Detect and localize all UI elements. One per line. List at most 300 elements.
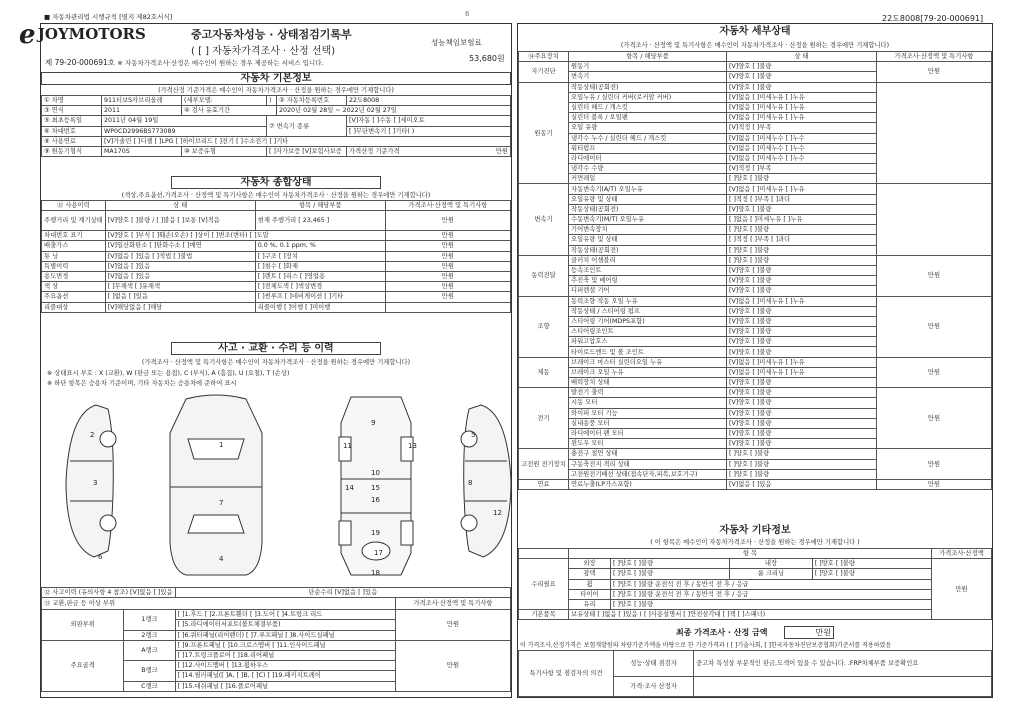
other-item: 외장 xyxy=(569,559,611,569)
insurance-amount: 53,680원 xyxy=(469,54,505,63)
regulation-text: ■ 자동차관리법 시행규칙 [별지 제82호서식] xyxy=(44,13,173,21)
col-price: 가격조사·산정액 및 특기사항 xyxy=(877,52,992,62)
detail-state: [ ]양호 [ ]불량 xyxy=(727,255,877,265)
summary-row xyxy=(42,211,511,231)
base-price xyxy=(347,146,511,156)
row-price: 만원 xyxy=(385,261,510,271)
label-vin: ⑥ 차대번호 xyxy=(42,126,102,136)
label-base-price: 가격산정 기준가격 xyxy=(349,148,400,156)
detail-row xyxy=(519,62,992,72)
other-header xyxy=(519,549,992,559)
part-label: 17 xyxy=(374,549,383,557)
row-state: [V]일산화탄소 [ ]탄화수소 [ ]매연 xyxy=(105,241,255,251)
summary-title: 자동차 종합상태 xyxy=(171,176,381,189)
rank1-label: 1랭크 xyxy=(124,610,175,630)
detail-item: 동력조향 작동 오일 누유 xyxy=(569,296,727,306)
detail-row xyxy=(519,184,992,194)
detail-item: 워터펌프 xyxy=(569,143,727,153)
car-left-side xyxy=(56,401,126,561)
row-state: [V]양호 [ ]불량 / [ ]많음 [ ]보통 [V]적음 xyxy=(105,211,255,231)
detail-state: [V]양호 [ ]불량 xyxy=(727,276,877,286)
final-box: 만원 xyxy=(784,626,834,639)
other-row xyxy=(519,559,992,569)
part-label: 8 xyxy=(468,479,473,487)
detail-body xyxy=(519,62,992,490)
col-device: ⑭주요장치 xyxy=(519,52,569,62)
inspection-period: 2020년 02월 28일 ~ 2022년 02월 27일 xyxy=(277,106,511,116)
row-price: 만원 xyxy=(385,211,510,231)
detail-price: 만원 xyxy=(877,62,992,82)
rank1-items-2: [ ]5.라디에이터서포트(볼트체결부품) xyxy=(175,620,395,630)
summary-row xyxy=(42,302,511,312)
detail-item: 작동상태(공회전) xyxy=(569,82,727,92)
doc-ref: 22도8008[79-20-000691] xyxy=(882,14,984,23)
page-subtitle: ( [ ] 자동차가격조사 · 산정 선택) xyxy=(191,46,336,57)
detail-row xyxy=(519,479,992,489)
detail-item: 추진축 및 베어링 xyxy=(569,276,727,286)
label-warranty: ⑩ 보증유형 xyxy=(182,146,267,156)
detail-price: 만원 xyxy=(877,449,992,480)
detail-state: [V]없음 [ ]미세누유 [ ]누유 xyxy=(727,184,877,194)
outer-rank1-row xyxy=(42,610,511,620)
detail-item: 디퍼렌셜 기어 xyxy=(569,286,727,296)
detail-item: 등속조인트 xyxy=(569,265,727,275)
basic-row xyxy=(42,146,511,156)
basic-row xyxy=(42,136,511,146)
basic-title: 자동차 기본정보 xyxy=(41,72,511,85)
detail-item: 라디에이터 xyxy=(569,153,727,163)
part-label: 15 xyxy=(371,484,380,492)
main-price: 만원 xyxy=(396,640,511,691)
label-fuel: ⑧ 사용연료 xyxy=(42,136,102,146)
detail-item: 스티어링조인트 xyxy=(569,327,727,337)
part-label: 14 xyxy=(345,484,354,492)
detail-state: [V]양호 [ ]불량 xyxy=(727,316,877,326)
col-state: 상 태 xyxy=(105,201,255,211)
basic-table xyxy=(41,95,511,157)
logo-e: e xyxy=(19,20,36,50)
row-state: [ ]무채색 [ ]유채색 xyxy=(105,282,255,292)
detail-state: [ ]적정 [ ]부족 [ ]과다 xyxy=(727,235,877,245)
rankA-items-2: [ ]17.트렁크플로어 [ ]18.리어패널 xyxy=(175,650,395,660)
other-col-price: 가격조사·산정액 xyxy=(932,549,992,559)
detail-row xyxy=(519,449,992,459)
part-label: 12 xyxy=(493,509,502,517)
part-label: 2 xyxy=(90,431,95,439)
sub-model-close: ) xyxy=(267,96,277,106)
detail-state: [V]양호 [ ]불량 xyxy=(727,337,877,347)
detail-item: 브레이크 마스터 실린더오일 누유 xyxy=(569,357,727,367)
detail-row xyxy=(519,296,992,306)
row-price: 만원 xyxy=(385,271,510,281)
detail-state: [V]적정 [ ]부족 xyxy=(727,123,877,133)
row-price xyxy=(385,302,510,312)
row-label: 주요옵션 xyxy=(42,292,106,302)
other-state: [ ]양호 [ ]불량 xyxy=(611,599,932,609)
main-rankA-row xyxy=(42,640,511,650)
accident-history-table xyxy=(41,587,511,692)
summary-row xyxy=(42,231,511,241)
detail-item: 시동 모터 xyxy=(569,398,727,408)
detail-item: 스티어링 기어(MDPS포함) xyxy=(569,316,727,326)
detail-group-label: 동력전달 xyxy=(519,255,569,296)
detail-price: 만원 xyxy=(877,479,992,489)
rankA-label: A랭크 xyxy=(124,640,175,660)
detail-state: [ ]적정 [ ]부족 [ ]과다 xyxy=(727,194,877,204)
detail-group-label: 조향 xyxy=(519,296,569,357)
row-price: 만원 xyxy=(385,241,510,251)
part-label: 5 xyxy=(471,431,476,439)
row-item: [ ]렌트 [ ]리스 [ ]영업용 xyxy=(255,271,385,281)
rankA-items: [ ]9.프론트패널 [ ]10.크로스멤버 [ ]11.인사이드패널 xyxy=(175,640,395,650)
detail-state: [V]양호 [ ]불량 xyxy=(727,439,877,449)
detail-item: 작동상태(공회전) xyxy=(569,204,727,214)
vin: WP0CD2996BS773089 xyxy=(102,126,267,136)
other-state-2: [ ]양호 [ ]불량 xyxy=(812,559,931,569)
detail-item: 냉각수 누수 / 실린더 헤드 / 개스킷 xyxy=(569,133,727,143)
logo xyxy=(19,22,159,48)
other-title: 자동차 기타정보 xyxy=(518,525,992,538)
row-item: 현재 주행거리 [ 23,465 ] xyxy=(255,211,385,231)
detail-state: [ ]양호 [ ]불량 xyxy=(727,459,877,469)
outer-label: 외판부위 xyxy=(42,610,124,641)
other-state: [ ]양호 [ ]불량 운전석 전 후 / 동반석 전 후 / 응급 xyxy=(611,579,932,589)
rankB-label: B랭크 xyxy=(124,661,175,681)
exchange-header-row xyxy=(42,598,511,610)
model-year: 2011 xyxy=(102,106,182,116)
row-state: [V]해당없음 [ ]해당 xyxy=(105,302,255,312)
summary-table xyxy=(41,200,511,313)
legend-2: ※ 하단 항목은 승용차 기준이며, 기타 자동차는 승용차에 준하여 표시 xyxy=(47,380,237,387)
appraiser-label: 가격·조사 산정자 xyxy=(614,677,694,697)
row-state: [ ]없음 [ ]있음 xyxy=(105,292,255,302)
detail-item: 기어변속장치 xyxy=(569,225,727,235)
detail-state: [V]없음 [ ]미세누유 [ ]누유 xyxy=(727,92,877,102)
detail-group-label: 연료 xyxy=(519,479,569,489)
detail-state: [ ]양호 [ ]불량 xyxy=(727,245,877,255)
detail-state: [V]양호 [ ]불량 xyxy=(727,286,877,296)
basic-row xyxy=(42,116,511,126)
doc-number xyxy=(45,57,324,68)
part-label: 3 xyxy=(93,479,98,487)
label-inspection: ④ 검사 유효기간 xyxy=(182,106,277,116)
part-label: 9 xyxy=(371,419,376,427)
warranty-type: [ ]자가보증 [V]보험사보증 xyxy=(267,146,347,156)
detail-price: 만원 xyxy=(877,296,992,357)
detail-state: [V]양호 [ ]불량 xyxy=(727,388,877,398)
label-transmission: ⑦ 변속기 종류 xyxy=(267,116,347,136)
detail-item: 오일유량 및 상태 xyxy=(569,194,727,204)
summary-row xyxy=(42,282,511,292)
detail-item: 오일 유량 xyxy=(569,123,727,133)
detail-group-label: 제동 xyxy=(519,357,569,388)
summary-row xyxy=(42,261,511,271)
other-state-2: [ ]양호 [ ]불량 xyxy=(812,569,931,579)
detail-state: [V]없음 [ ]미세누유 [ ]누유 xyxy=(727,357,877,367)
detail-state: [V]양호 [ ]불량 xyxy=(727,347,877,357)
final-note: 이 가격조사,산정가격은 보험개발원의 차량기준가액을 바탕으로 한 기준가격과 ( [ ]기술사회, [ ]한국자동차진단보증협회)기준서를 적용하였음 xyxy=(520,642,892,649)
detail-item: 연료누출(LP가스포함) xyxy=(569,479,727,489)
detail-state: [V]양호 [ ]불량 xyxy=(727,72,877,82)
summary-row xyxy=(42,292,511,302)
right-page xyxy=(517,23,993,698)
detail-item: 원동기 xyxy=(569,62,727,72)
car-name: 911터보S카브리올레 xyxy=(102,96,182,106)
doc-no: 제 79-20-000691호 xyxy=(45,58,116,67)
detail-group-label: 자기진단 xyxy=(519,62,569,82)
detail-item: 오일누유 / 실린더 커버(로커암 커버) xyxy=(569,92,727,102)
detail-item: 고전원전기배선 상태(접속단자,피복,보호기구) xyxy=(569,469,727,479)
detail-item: 윈도우 모터 xyxy=(569,439,727,449)
car-right-side xyxy=(451,401,521,561)
row-price: 만원 xyxy=(385,292,510,302)
detail-item: 수동변속기(M/T) 오일누유 xyxy=(569,215,727,225)
row-item: 0.0 %, 0.1 ppm, % xyxy=(255,241,385,251)
detail-state: [V]양호 [ ]불량 xyxy=(727,204,877,214)
detail-price: 만원 xyxy=(877,388,992,449)
outer-price: 만원 xyxy=(396,610,511,641)
detail-item: 발전기 출력 xyxy=(569,388,727,398)
final-price xyxy=(518,626,992,638)
detail-group-label: 원동기 xyxy=(519,82,569,184)
row-label: 리콜대상 xyxy=(42,302,106,312)
part-label: 7 xyxy=(219,499,224,507)
detail-state: [V]없음 [ ]미세누수 [ ]누수 xyxy=(727,153,877,163)
other-row xyxy=(519,589,992,599)
row-label: 용도변경 xyxy=(42,271,106,281)
basic-row xyxy=(42,96,511,106)
row-state: [V]양호 [ ]부식 [ ]훼손(오손) [ ]상이 [ ]변조(변타) [ ]도말 xyxy=(105,231,385,241)
part-label: 16 xyxy=(371,496,380,504)
rank2-items: [ ]6.쿼터패널(리어펜더) [ ]7.루프패널 [ ]8.사이드실패널 xyxy=(175,630,395,640)
row-state: [V]없음 [ ]있음 [ ]적법 [ ]불법 xyxy=(105,251,255,261)
detail-item: 실린더 헤드 / 개스킷 xyxy=(569,102,727,112)
left-page xyxy=(19,20,512,698)
repair-label: 수리필요 xyxy=(519,559,569,610)
detail-state: [V]양호 [ ]불량 xyxy=(727,378,877,388)
detail-state: [V]양호 [ ]불량 xyxy=(727,408,877,418)
detail-item: 라디에이터 팬 모터 xyxy=(569,428,727,438)
row-label: 색 상 xyxy=(42,282,106,292)
opinion-table xyxy=(518,650,992,697)
detail-item: 자동변속기(A/T) 오일누유 xyxy=(569,184,727,194)
row-state: [V]없음 [ ]있음 xyxy=(105,271,255,281)
col-price: 가격조사·산정액 및 특기사항 xyxy=(385,201,510,211)
detail-group-label: 고전원 전기장치 xyxy=(519,449,569,480)
other-state: [ ]양호 [ ]불량 운전석 전 후 / 동반석 전 후 / 응급 xyxy=(611,589,932,599)
page-title: 중고자동차성능 · 상태점검기록부 xyxy=(191,28,352,41)
other-item: 휠 xyxy=(569,579,611,589)
label-car-name: ① 차명 xyxy=(42,96,102,106)
detail-item: 작동상태 / 스티어링 펌프 xyxy=(569,306,727,316)
detail-price xyxy=(877,82,992,184)
detail-group-label: 전기 xyxy=(519,388,569,449)
accident-note: (가격조사 · 산정액 및 특기사항은 매수인이 자동차가격조사 · 산정을 원하는 경우에만 기재합니다) xyxy=(141,359,411,366)
doc-note: ※ 자동차가격조사·산정은 매수인이 원하는 경우 제공하는 서비스 입니다. xyxy=(117,59,324,67)
row-label: 특별이력 xyxy=(42,261,106,271)
detail-state: [ ]양호 [ ]불량 xyxy=(727,174,877,184)
part-label: 19 xyxy=(371,529,380,537)
row-label: 주행거리 및 계기상태 xyxy=(42,211,106,231)
detail-item: 충전구 절연 상태 xyxy=(569,449,727,459)
detail-item: 냉각수 수량 xyxy=(569,164,727,174)
other-row xyxy=(519,569,992,579)
detail-state: [V]양호 [ ]불량 xyxy=(727,327,877,337)
rankC-items: [ ]15.대쉬패널 [ ]16.플로어패널 xyxy=(175,681,395,691)
detail-item: 브레이크 오일 누유 xyxy=(569,367,727,377)
row-state: [V]없음 [ ]있음 xyxy=(105,261,255,271)
detail-group-label: 변속기 xyxy=(519,184,569,255)
rankB-items: [ ]12.사이드멤버 [ ]13.휠하우스 xyxy=(175,661,395,671)
detail-state: [ ]양호 [ ]불량 xyxy=(727,469,877,479)
label-plate: ② 자동차등록번호 xyxy=(277,96,347,106)
row-label: 튜 닝 xyxy=(42,251,106,261)
accident-title: 사고 · 교환 · 수리 등 이력 xyxy=(171,342,381,355)
logo-text: JOYMOTORS xyxy=(37,25,146,43)
engine-type: MA170S xyxy=(102,146,182,156)
detail-state: [V]없음 [ ]미세누수 [ ]누수 xyxy=(727,133,877,143)
detail-row xyxy=(519,388,992,398)
opinion-row xyxy=(519,651,992,677)
col-state: 상 태 xyxy=(727,52,877,62)
detail-row xyxy=(519,255,992,265)
other-state: [ ]양호 [ ]불량 xyxy=(611,569,730,579)
detail-state: [V]적정 [ ]부족 xyxy=(727,164,877,174)
final-title: 최종 가격조사 · 산정 금액 xyxy=(675,628,768,637)
accident-history: ⑫ 사고이력 (유의사항 4 참조) [V]없음 [ ]있음 xyxy=(42,588,176,598)
col-item: 항목 / 해당부품 xyxy=(569,52,727,62)
detail-row xyxy=(519,82,992,92)
legend-1: ※ 상태표시 부호 : X (교환), W (판금 또는 용접), C (부식), A (흠집), U (요철), T (손상) xyxy=(47,370,290,377)
row-item: [ ]전체도색 [ ]색상변경 xyxy=(255,282,385,292)
other-note: ( 이 항목은 매수인이 자동차가격조사 · 산정을 원하는 경우에만 기재합니다 ) xyxy=(650,539,860,546)
rank2-label: 2랭크 xyxy=(124,630,175,640)
detail-state: [V]없음 [ ]미세누유 [ ]누유 xyxy=(727,367,877,377)
other-row xyxy=(519,579,992,589)
detail-item: 변속기 xyxy=(569,72,727,82)
rank1-items: [ ]1.후드 [ ]2.프론트휀더 [ ]3.도어 [ ]4.트렁크 리드 xyxy=(175,610,395,620)
part-label: 1 xyxy=(219,441,224,449)
label-engine: ⑨ 원동기형식 xyxy=(42,146,102,156)
row-price: 만원 xyxy=(385,251,510,261)
summary-row xyxy=(42,271,511,281)
detail-state: [V]양호 [ ]불량 xyxy=(727,265,877,275)
other-item: 타이어 xyxy=(569,589,611,599)
other-item-2: 내장 xyxy=(730,559,813,569)
part-label: 11 xyxy=(343,442,352,450)
detail-item: 파워고압호스 xyxy=(569,337,727,347)
exchange-price-header: 가격조사·산정액 및 특기사항 xyxy=(396,598,511,610)
other-table xyxy=(518,548,992,620)
col-history: ⑪ 사용이력 xyxy=(42,201,106,211)
detail-item: 실린더 블록 / 오일팬 xyxy=(569,113,727,123)
detail-state: [V]양호 [ ]불량 xyxy=(727,398,877,408)
detail-state: [V]없음 [ ]미세누수 [ ]누수 xyxy=(727,143,877,153)
page-mark: 6 xyxy=(465,10,470,18)
basic-note: (가격산정 기준가격은 매수인이 자동차가격조사 · 산정을 원하는 경우에만 기재합니다) xyxy=(158,87,394,94)
summary-row xyxy=(42,251,511,261)
rankB-items-2: [ ]14.필러패널([ ]A, [ ]B, [ ]C) [ ]19.패키지트레이 xyxy=(175,671,395,681)
basic-items-label: 기본품목 xyxy=(519,610,569,620)
label-first-reg: ⑤ 최초등록일 xyxy=(42,116,102,126)
other-item-2: 룸 크리닝 xyxy=(730,569,813,579)
part-label: 13 xyxy=(408,442,417,450)
detail-item: 작동상태(공회전) xyxy=(569,245,727,255)
detail-state: [V]양호 [ ]불량 xyxy=(727,428,877,438)
detail-state: [V]양호 [ ]불량 xyxy=(727,62,877,72)
detail-state: [ ]없음 [ ]미세누유 [ ]누유 xyxy=(727,215,877,225)
transmission-type-2: [ ]무단변속기 [ ]기타( ) xyxy=(347,126,511,136)
rankC-label: C랭크 xyxy=(124,681,175,691)
detail-title: 자동차 세부상태 xyxy=(518,26,992,39)
detail-item: 타이로드엔드 및 볼 조인트 xyxy=(569,347,727,357)
fuel-type: [V]가솔린 [ ]디젤 [ ]LPG [ ]하이브리드 [ ]전기 [ ]수소전기 [ ]기타 xyxy=(102,136,511,146)
car-top-view xyxy=(156,393,276,579)
transmission-type: [V]자동 [ ]수동 [ ]세미오토 xyxy=(347,116,511,126)
plate-number: 22도8008 xyxy=(347,96,511,106)
row-item: [ ]침수 [ ]화재 xyxy=(255,261,385,271)
other-price: 만원 xyxy=(932,559,992,620)
summary-row xyxy=(42,241,511,251)
detail-price xyxy=(877,184,992,255)
detail-state: [V]없음 [ ]있음 xyxy=(727,479,877,489)
row-price: 만원 xyxy=(385,282,510,292)
part-label: 4 xyxy=(219,555,224,563)
detail-item: 구동축전지 격리 상태 xyxy=(569,459,727,469)
detail-table xyxy=(518,51,992,490)
detail-state: [V]양호 [ ]불량 xyxy=(727,306,877,316)
detail-state: [V]양호 [ ]불량 xyxy=(727,82,877,92)
label-year: ③ 연식 xyxy=(42,106,102,116)
summary-header xyxy=(42,201,511,211)
detail-item: 배력장치 상태 xyxy=(569,378,727,388)
sub-model-label: (세부모델: xyxy=(182,96,267,106)
detail-state: [V]없음 [ ]미세누유 [ ]누유 xyxy=(727,113,877,123)
car-diagram xyxy=(41,389,511,583)
basic-items-value: 보유상태 [ ]없음 [ ]있음 ( [ ]사용설명서 [ ]안전삼각대 [ ]잭 [ ]스패너) xyxy=(569,610,932,620)
opinion-label: 특기사항 및 점검자의 의견 xyxy=(519,651,614,697)
other-item: 유리 xyxy=(569,599,611,609)
detail-item: 실내송풍 모터 xyxy=(569,418,727,428)
detail-state: [V]없음 [ ]미세누유 [ ]누유 xyxy=(727,296,877,306)
inspector-label: 성능·상태 점검자 xyxy=(614,651,694,677)
insurance-label: 성능책임보험료 xyxy=(431,38,482,47)
col-item: 항목 / 해당부품 xyxy=(255,201,385,211)
part-label: 10 xyxy=(371,469,380,477)
main-label: 주요골격 xyxy=(42,640,124,691)
detail-price: 만원 xyxy=(877,255,992,296)
row-item: 리콜이행 [ ]이행 [ ]미이행 xyxy=(255,302,385,312)
inspector-note: 중고차 특성상 부분적인 판금,도색이 있을 수 있습니다. .FRP차체부품 보증확인요 xyxy=(694,651,992,677)
row-label: 배출가스 xyxy=(42,241,106,251)
detail-price: 만원 xyxy=(877,357,992,388)
basic-row xyxy=(42,106,511,116)
summary-note: (색상,주요옵션,가격조사 · 산정액 및 특기사항은 매수인이 자동차가격조사 · 산정을 원하는 경우에만 기재합니다) xyxy=(121,192,431,199)
other-row xyxy=(519,610,992,620)
detail-item: 클러치 어셈블리 xyxy=(569,255,727,265)
detail-item: 와이퍼 모터 기능 xyxy=(569,408,727,418)
base-price-unit: 만원 xyxy=(495,148,508,156)
appraiser-value xyxy=(694,677,992,697)
row-price: 만원 xyxy=(385,231,510,241)
simple-repair: 단순수리 [V]없음 [ ]있음 xyxy=(175,588,510,598)
other-state: [ ]양호 [ ]불량 xyxy=(611,559,730,569)
other-col-item: 항 목 xyxy=(569,549,932,559)
detail-row xyxy=(519,357,992,367)
exchange-title: ⑬ 교환,판금 등 이상 부위 xyxy=(42,598,396,610)
accident-history-row xyxy=(42,588,511,598)
other-row xyxy=(519,599,992,609)
